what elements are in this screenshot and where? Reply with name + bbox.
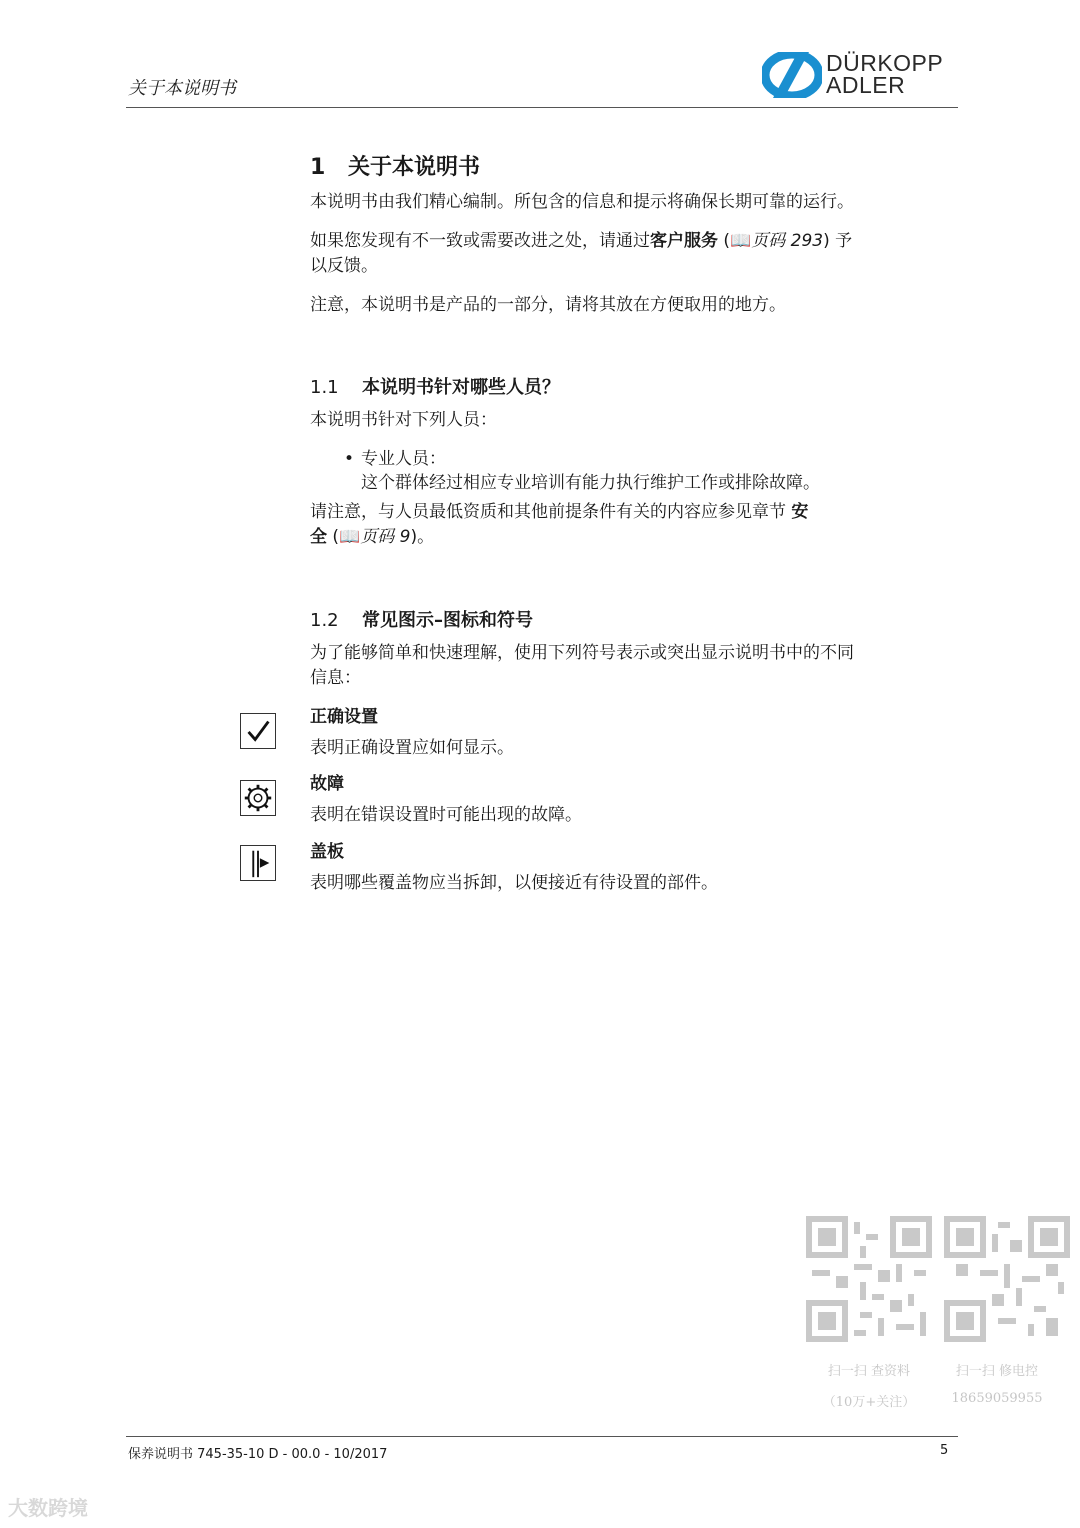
brand-mark-icon [762,52,822,98]
section-1-heading [310,150,480,181]
paragraph: 本说明书由我们精心编制。所包含的信息和提示将确保长期可靠的运行。 [310,192,854,212]
running-header-title: 关于本说明书 [128,78,236,99]
safety-chapter-link[interactable]: 全 [310,527,327,547]
text: ) [823,231,830,251]
paragraph: 本说明书针对下列人员： [310,410,497,430]
text: ( [718,231,731,251]
book-icon: 📖 [730,231,752,251]
durkopp-adler-logo [762,50,962,100]
text: )。 [410,527,435,547]
text: 予 [829,231,853,251]
text: ( [327,527,340,547]
section-number: 1 [310,155,326,180]
watermark: 大数跨境 [8,1496,88,1520]
symbol-description: 表明哪些覆盖物应当拆卸，以便接近有待设置的部件。 [310,873,718,893]
text: 为了能够简单和快速理解，使用下列符号表示或突出显示说明书中的不同 [310,643,854,663]
symbol-title: 盖板 [310,842,344,862]
list-item-body: 这个群体经过相应专业培训有能力执行维护工作或排除故障。 [361,473,820,493]
qr-caption: 18659059955 [951,1391,1043,1406]
page-ref-link[interactable]: 页码 9 [360,527,411,547]
header-divider [126,107,958,108]
text: 以反馈。 [310,256,378,276]
symbol-title: 正确设置 [310,707,378,727]
footer-divider [126,1436,958,1437]
qr-caption: 扫一扫 修电控 [955,1364,1039,1379]
cover-plate-icon [240,845,276,881]
paragraph-note [310,500,950,550]
book-icon: 📖 [339,527,361,547]
qr-caption: （10万+关注） [822,1395,916,1410]
qr-code-icon [944,1216,1070,1342]
qr-caption: 扫一扫 查资料 [827,1364,911,1379]
brand-name-line2: ADLER [826,72,906,98]
symbol-title: 故障 [310,774,344,794]
section-title: 常见图示–图标和符号 [362,610,533,631]
paragraph: 注意，本说明书是产品的一部分，请将其放在方便取用的地方。 [310,295,786,315]
section-title: 关于本说明书 [348,155,481,180]
symbol-description: 表明正确设置应如何显示。 [310,738,514,758]
document-id: 保养说明书 745-35-10 D - 00.0 - 10/2017 [128,1447,388,1462]
section-1-2-heading [310,606,533,632]
brand-name-line1: DÜRKOPP [826,50,944,76]
text: 信息： [310,668,361,688]
checkmark-icon [240,713,276,749]
text: 如果您发现有不一致或需要改进之处，请通过 [310,231,650,251]
section-number: 1.1 [310,377,339,398]
safety-chapter-link[interactable]: 安 [791,502,809,522]
section-number: 1.2 [310,610,339,631]
page-ref-link[interactable]: 页码 293 [751,231,824,251]
section-title: 本说明书针对哪些人员？ [362,377,560,398]
text: 请注意，与人员最低资质和其他前提条件有关的内容应参见章节 [310,502,786,522]
paragraph-intro [310,641,950,691]
bullet-icon: • [344,449,355,469]
section-1-1-heading [310,373,560,399]
customer-service-link[interactable]: 客户服务 [650,231,718,251]
qr-code-icon [806,1216,932,1342]
list-item-label: 专业人员： [361,449,446,469]
page-number: 5 [940,1443,949,1458]
paragraph-feedback [310,229,950,279]
gear-fault-icon [240,780,276,816]
symbol-description: 表明在错误设置时可能出现的故障。 [310,805,582,825]
